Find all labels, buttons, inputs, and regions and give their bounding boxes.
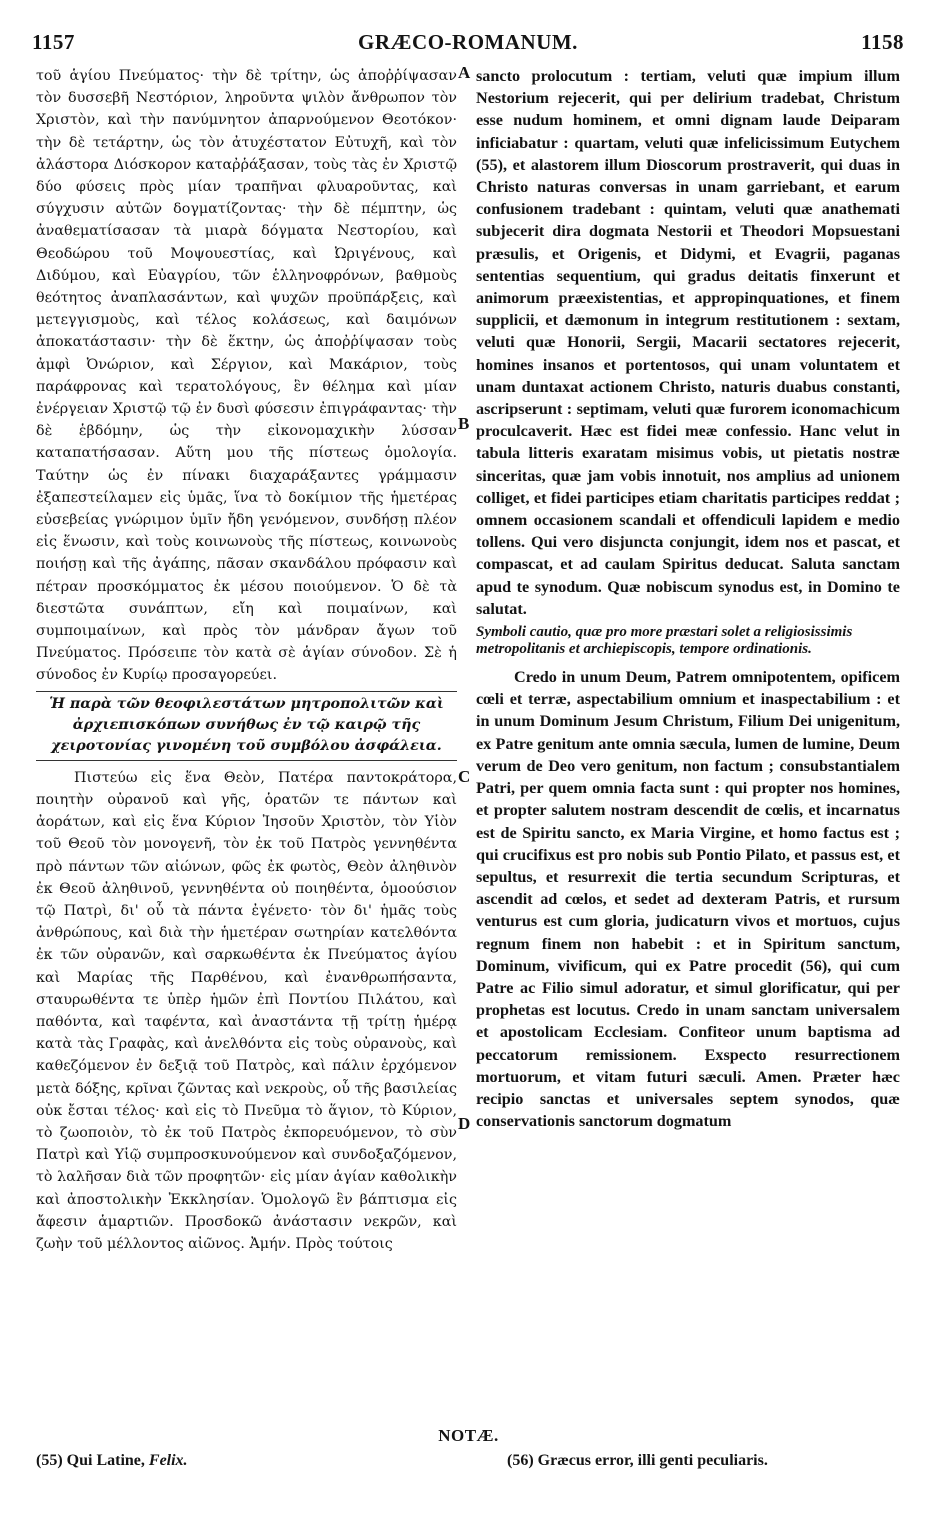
greek-paragraph-2: Πιστεύω εἰς ἕνα Θεὸν, Πατέρα παντοκράτορα, ποιητὴν οὐρανοῦ καὶ γῆς, ὁρατῶν τε πάντων καὶ ἀοράτων, καὶ εἰς ἕνα Κύριον Ἰησοῦν Χριστὸν, τὸν Υἱὸν τοῦ Θεοῦ τὸν μονογενῆ, τὸν ἐκ τοῦ Πατρὸς γεννηθέντα πρὸ πάντων τῶν αἰώνων, φῶς ἐκ φωτὸς, Θεὸν ἀληθινὸν ἐκ Θεοῦ ἀληθινοῦ, γεννηθέντα οὐ ποιηθέντα, ὁμοούσιον τῷ Πατρὶ, δι' οὗ τὰ πάντα ἐγένετο· τὸν δι' ἡμᾶς τοὺς ἀνθρώπους, καὶ διὰ τὴν ἡμετέραν σωτηρίαν κατελθόντα ἐκ τῶν οὐρανῶν, καὶ σαρκωθέντα ἐκ Πνεύματος ἁγίου καὶ Μαρίας τῆς Παρθένου, καὶ ἐνανθρωπήσαντα, σταυρωθέντα τε ὑπὲρ ἡμῶν ἐπὶ Ποντίου Πιλάτου, καὶ παθόντα, καὶ ταφέντα, καὶ ἀναστάντα τῇ τρίτῃ ἡμέρᾳ κατὰ τὰς Γραφὰς, καὶ ἀνελθόντα εἰς τοὺς οὐρανοὺς, καὶ καθεζόμενον ἐν δεξιᾷ τοῦ Πατρὸς, καὶ πάλιν ἐρχόμενον μετὰ δόξης, κρῖναι ζῶντας καὶ νεκροὺς, οὗ τῆς βασιλείας οὐκ ἔσται τέλος· καὶ εἰς τὸ Πνεῦμα τὸ ἅγιον, τὸ Κύριον, τὸ ζωοποιὸν, τὸ ἐκ τοῦ Πατρὸς ἐκπορευόμενον, τὸ σὺν Πατρὶ καὶ Υἱῷ συμπροσκυνούμενον καὶ συνδοξαζόμενον, τὸ λαλῆσαν διὰ τῶν προφητῶν· εἰς μίαν ἁγίαν καθολικὴν καὶ ἀποστολικὴν Ἐκκλησίαν. Ὁμολογῶ ἓν βάπτισμα εἰς ἄφεσιν ἁμαρτιῶν. Προσδοκῶ ἀνάστασιν νεκρῶν, καὶ ζωὴν τοῦ μέλλοντος αἰῶνος. Ἀμήν. Πρὸς τούτοις <box>36 769 457 1252</box>
section-marker-b: B <box>458 414 470 433</box>
notes-title: NOTÆ. <box>438 1426 499 1445</box>
latin-paragraph-2: Credo in unum Deum, Patrem omnipotentem, opificem cœli et terræ, aspectabilium omnium et inaspectabilium : et in unum Dominum Jesum Christum, Filium Dei unigenitum, ex Patre genitum ante omnia sæcula, lumen de lumine, Deum verum de Deo vero genitum, non factum ; consubstantialem Patri, per quem omnia facta sunt : qui propter nos homines, et propter salutem nostram descendit de cœlis, et incarnatus est de Spiritu sancto, ex Maria Virgine, et homo factus est ; qui crucifixus est pro nobis sub Pontio Pilato, et passus est, et sepultus, et resurrexit die tertia secundum Scripturas, et ascendit ad cœlos, et sedet ad dexteram Patris, et rursum venturus est cum gloria, judicaturn vivos et mortuos, cujus regnum finem non habebit : et in Spiritum sanctum, Dominum, vivificum, qui ex Patre procedit (56), qui cum Patre ac Filio simul adoratur, et simul glorificatur, qui per prophetas est locutus. Credo in unam sanctam universalem et apostolicam Ecclesiam. Confiteor unum baptisma ad peccatorum remissionem. Exspecto resurrectionem mortuorum, et vitam futuri sæculi. Amen. Præter hæc recipio sanctas et universales septem synodos, quæ conservationis sanctorum dogmatum <box>476 668 900 1131</box>
running-head <box>32 30 904 62</box>
latin-section-heading: Symboli cautio, quæ pro more præstari solet a religiosissimis metropolitanis et archiepiscopis, tempore ordinationis. <box>476 624 853 658</box>
footnote-55-word: Felix. <box>148 1452 188 1469</box>
section-marker-a: A <box>458 63 471 82</box>
latin-column <box>476 65 900 1132</box>
greek-paragraph-1: τοῦ ἁγίου Πνεύματος· τὴν δὲ τρίτην, ὡς ἀποῤῥίψασαν τὸν δυσσεβῆ Νεστόριον, ληροῦντα ψιλὸν ἄνθρωπον τὸν Χριστὸν, καὶ τὴν πανύμνητον ἀπαρνούμενον Θεοτόκον· τὴν δὲ τετάρτην, ὡς τὸν ἀτυχέστατον Εὐτυχῆ, καὶ τὸν ἀλάστορα Διόσκορον καταῤῥάξασαν, τοὺς τὰς ἐν Χριστῷ δύο φύσεις πρὸς μίαν τραπῆναι φλυαροῦντας, καὶ σύγχυσιν αὐτῶν δογματίζοντας· τὴν δὲ πέμπτην, ὡς ἀναθεματίσασαν τὰ μιαρὰ δόγματα Νεστορίου, καὶ Θεοδώρου τοῦ Μοψουεστίας, καὶ Ὠριγένους, καὶ Διδύμου, καὶ Εὐαγρίου, τῶν ἑλληνοφρόνων, βαθμοὺς θεότητος ἀναπλασάντων, καὶ ψυχῶν προϋπάρξεις, καὶ μετεγγισμοὺς, καὶ τέλος κολάσεως, καὶ δαιμόνων ἀποκατάστασιν· τὴν δὲ ἕκτην, ὡς ἀποῤῥίψασαν τοὺς ἀμφὶ Ὀνώριον, καὶ Σέργιον, καὶ Μακάριον, τοὺς παράφρονας καὶ τερατολόγους, ἓν θέλημα καὶ μίαν ἐνέργειαν Χριστῷ τῷ ἐν δυσὶ φύσεσιν ἐπιγράφαντας· τὴν δὲ ἑβδόμην, ὡς τὴν εἰκονομαχικὴν λύσσαν καταπατήσασαν. Αὕτη μου τῆς πίστεως ὁμολογία. Ταύτην ὡς ἐν πίνακι διαχαράξαντες γράμμασιν ἐξαπεστείλαμεν εἰς ὑμᾶς, ἵνα τὸ δοκίμιον τῆς ἡμετέρας εὐσεβείας γνώριμον ὑμῖν ἤδη γενόμενον, συνδήσῃ πλέον εἰς ἕνωσιν, καὶ τοὺς κοινωνοὺς τῆς πίστεως, κοινωνοὺς ποιήσῃ καὶ τῆς ἀγάπης, πᾶσαν σκανδάλου πρόφασιν καὶ πέτραν προσκόμματος ἐκ μέσου ποιούμενον. Ὁ δὲ τὰ διεστῶτα συνάπτων, εἴη καὶ ποιμαίνων, καὶ συμποιμαίνων, καὶ πρὸς τὸν μάνδραν ἄγων τοῦ Πνεύματος. Πρόσειπε τὸν κατὰ σὲ ἁγίαν σύνοδον. Σὲ ἡ σύνοδος ἐν Κυρίῳ προσαγορεύει. <box>36 68 457 684</box>
section-marker-c: C <box>458 767 471 786</box>
footnote-56: (56) Græcus error, illi genti peculiaris. <box>507 1452 768 1469</box>
footnote-55-text: (55) Qui Latine, <box>36 1452 145 1469</box>
greek-section-heading: Ἡ παρὰ τῶν θεοφιλεστάτων μητροπολιτῶν καὶ ἀρχιεπισκόπων συνήθως ἐν τῷ καιρῷ τῆς χειροτονίας γινομένη τοῦ συμβόλου ἀσφάλεια. <box>36 691 457 761</box>
section-marker-d: D <box>458 1114 471 1133</box>
running-title: GRÆCO-ROMANUM. <box>358 30 578 54</box>
footnote-55 <box>36 1452 188 1470</box>
latin-paragraph-1: sancto prolocutum : tertiam, veluti quæ impium illum Nestorium rejecerit, qui per delirium tradebat, Christum esse nudum hominem, et omni dignam laude Deiparam inficiabatur : quartam, veluti quæ infelicissimum Eutychem (55), et alastorem illum Dioscorum prostraverit, qui duas in Christo naturas conversas in unam garriebant, et earum confusionem tradebant : quintam, veluti quæ anathemati subjecerit dira dogmata Nestorii et Theodori Mopsuestani præsulis, et Origenis, et Didymi, et Evagrii, paganas sententias sequentium, qui gradus deitatis finxerunt et animorum præexistentias, et appropinquationes, et finem supplicii, et dæmonum in integrum restitutionem : sextam, veluti quæ Honorii, Sergii, Macarii sectatores rejecerit, homines insanos et portentosos, qui unam voluntatem et unam duntaxat actionem Christo, naturis duabus constanti, ascripserunt : septimam, veluti quæ furorem iconomachicum proculcaverit. Hæc est fidei meæ confessio. Hanc velut in tabula litteris exaratam misimus vobis, ut pietatis nostræ sinceritas, quæ jam vobis innotuit, nos amplius ad unionem colliget, et fidei participes etiam charitatis participes reddat ; omnem occasionem scandali et offendiculi lapidem e medio tollens. Qui vero disjuncta conjungit, idem nos et pascat, et compascat, et ad caulam Spiritus deducat. Saluta sanctam apud te synodum. Quæ nobiscum synodus est, in Domino te salutat. <box>476 67 900 618</box>
page-number-right: 1158 <box>861 30 904 54</box>
greek-column <box>36 65 457 1255</box>
page-number-left: 1157 <box>32 30 75 54</box>
